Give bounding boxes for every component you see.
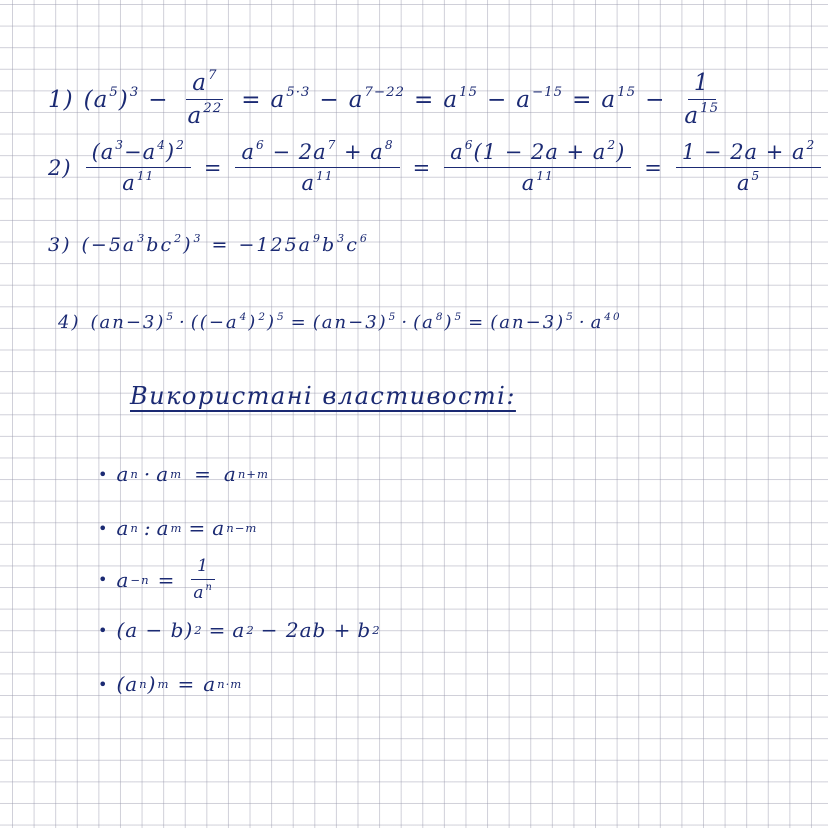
problem-4 xyxy=(58,312,622,333)
equals-sign: = xyxy=(468,312,486,333)
equals-sign: = xyxy=(211,234,230,256)
equals-sign: = xyxy=(241,86,262,113)
equals-sign: = xyxy=(412,155,432,180)
minus-sign: − xyxy=(319,86,340,113)
term: $(-5a^3bc^2)^3$ xyxy=(81,232,203,256)
fraction: $\frac{a^7}{a^{22}}$ xyxy=(187,68,223,129)
bullet-icon: • xyxy=(98,570,109,589)
equals-sign: = xyxy=(644,155,663,180)
bullet-icon: • xyxy=(98,464,109,484)
problem-number: 1) xyxy=(48,86,74,113)
term: $-125a^9b^3c^6$ xyxy=(238,232,369,256)
term: $(an-3)^5$ xyxy=(312,310,398,333)
fraction: $\frac{1}{a^{15}}$ xyxy=(684,70,720,129)
term: $a^{15}$ xyxy=(443,84,478,113)
equals-sign: = xyxy=(203,155,223,180)
term: $a^{5\cdot 3}$ xyxy=(270,84,311,113)
fraction: $\frac{1 - 2a + a^2}{a^5}$ xyxy=(676,140,821,195)
bullet-icon: • xyxy=(98,674,109,694)
term: $(a^8)^5$ xyxy=(413,310,464,333)
problem-number: 4) xyxy=(58,312,81,333)
term: $(an-3)^5$ xyxy=(90,310,176,333)
properties-heading: Використані властивості: xyxy=(130,382,516,410)
problem-number: 2) xyxy=(48,155,72,180)
fraction: $\frac{a^6(1 - 2a + a^2)}{a^{11}}$ xyxy=(444,140,631,195)
equals-sign: = xyxy=(290,312,308,333)
minus-sign: − xyxy=(645,86,666,113)
dot-sign: · xyxy=(401,312,410,333)
property-3: • a −n = $\frac{1}{a^n}$ xyxy=(98,556,223,603)
fraction: $\frac{a^6 - 2a^7 + a^8}{a^{11}}$ xyxy=(235,140,399,195)
bullet-icon: • xyxy=(98,518,109,538)
term: $a^{15}$ xyxy=(601,84,637,113)
problem-1 xyxy=(48,70,729,129)
equals-sign: = xyxy=(414,86,435,113)
fraction: $\frac{(a^3-a^4)^2}{a^{11}}$ xyxy=(86,140,191,195)
minus-sign: − xyxy=(148,86,169,113)
dot-sign: · xyxy=(179,312,187,333)
problem-number: 3) xyxy=(48,234,72,256)
problem-3 xyxy=(48,234,369,256)
term: $a^{-15}$ xyxy=(516,84,564,113)
term: $a^{7-22}$ xyxy=(348,84,406,113)
term: $a^{40}$ xyxy=(590,310,622,333)
problem-2 xyxy=(48,140,825,195)
dot-sign: · xyxy=(578,312,587,333)
term: $((-a^4)^2)^5$ xyxy=(190,310,286,333)
equals-sign: = xyxy=(572,86,593,113)
property-2: • a n : a m = a n−m xyxy=(98,516,258,540)
property-4: • (a − b) 2 = a 2 − 2ab + b 2 xyxy=(98,618,381,642)
minus-sign: − xyxy=(487,86,508,113)
fraction: $\frac{1}{a^n}$ xyxy=(187,556,218,603)
property-1: • a n · a m = a n+m xyxy=(98,462,270,486)
term: $(a^5)^3$ xyxy=(83,84,140,113)
term: $(an-3)^5$ xyxy=(490,310,575,333)
bullet-icon: • xyxy=(98,620,109,640)
property-5: • (a n ) m = a n·m xyxy=(98,672,243,696)
